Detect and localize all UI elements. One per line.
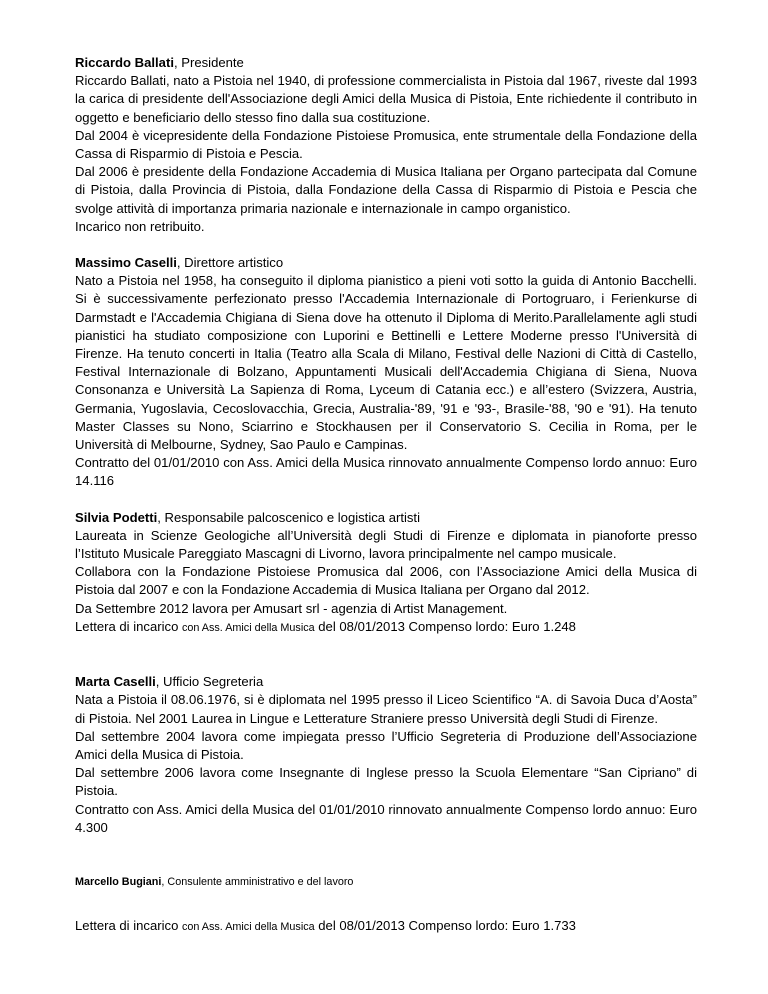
entry-heading <box>75 254 697 272</box>
bio-paragraph: Nato a Pistoia nel 1958, ha conseguito il diploma pianistico a pieni voti sotto la guida di Antonio Bacchelli. Si è successivamente perfezionato presso l'Accademia Internazionale di Portogruaro, i Ferienkurse di Darmstadt e l'Accademia Chigiana di Siena dove ha ottenuto il Diploma di Merito.Parallelamente agli studi pianistici ha studiato composizione con Luporini e Bettinelli e Lettere Moderne presso l'Università di Firenze. Ha tenuto concerti in Italia (Teatro alla Scala di Milano, Festival delle Nazioni di Città di Castello, Festival Internazionale di Bolzano, Appuntamenti Musicali dell'Accademia Chigiana di Siena, Nuova Consonanza e Università La Sapienza di Roma, Lyceum di Catania ecc.) e all’estero (Svizzera, Austria, Germania, Yugoslavia, Cecoslovacchia, Grecia, Australia-'89, '91 e '93-, Brasile-'88, '90 e '91). Ha tenuto Master Classes su Nono, Sciarrino e Stockhausen per il Conservatorio S. Cecilia in Roma, per le Università di Melbourne, Sydney, Sao Paulo e Campinas. <box>75 273 697 453</box>
fee-line <box>75 917 697 936</box>
bio-paragraph: Contratto del 01/01/2010 con Ass. Amici della Musica rinnovato annualmente Compenso lordo annuo: Euro 14.116 <box>75 455 697 489</box>
fee-party: con Ass. Amici della Musica <box>182 921 315 934</box>
person-role: , Consulente amministrativo e del lavoro <box>161 875 354 888</box>
document-page <box>75 54 697 936</box>
bio-paragraph: Dal 2004 è vicepresidente della Fondazione Pistoiese Promusica, ente strumentale della Fondazione della Cassa di Risparmio di Pistoia e Pescia. <box>75 127 697 162</box>
fee-party: con Ass. Amici della Musica <box>182 621 315 634</box>
fee-amount: del 08/01/2013 Compenso lordo: Euro 1.248 <box>314 618 576 634</box>
bio-paragraph: Collabora con la Fondazione Pistoiese Promusica dal 2006, con l’Associazione Amici della Musica di Pistoia dal 2007 e con la Fondazione Accademia di Musica Italiana per Organo dal 2012. <box>75 564 697 598</box>
fee-prefix: Lettera di incarico <box>75 618 182 634</box>
bio-paragraph: Riccardo Ballati, nato a Pistoia nel 1940, di professione commercialista in Pistoia dal 1967, riveste dal 1993 la carica di presidente dell'Associazione degli Amici della Musica di Pistoia, Ente richiedente il contributo in oggetto e beneficiario dello stesso fino dalla sua costituzione. <box>75 73 697 125</box>
bio-paragraph: Dal settembre 2006 lavora come Insegnante di Inglese presso la Scuola Elementare “San Cipriano” di Pistoia. <box>75 765 697 799</box>
person-role: , Responsabile palcoscenico e logistica artisti <box>157 509 420 525</box>
bio-paragraph: Contratto con Ass. Amici della Musica del 01/01/2010 rinnovato annualmente Compenso lordo annuo: Euro 4.300 <box>75 801 697 835</box>
person-role: , Presidente <box>173 55 244 70</box>
bio-entry-bugiani <box>75 873 697 936</box>
bio-entry-ballati <box>75 54 697 236</box>
bio-paragraph: Dal 2006 è presidente della Fondazione Accademia di Musica Italiana per Organo partecipata dal Comune di Pistoia, dalla Provincia di Pistoia, dalla Fondazione della Cassa di Risparmio di Pistoia e Pescia che svolge attività di importanza primaria nazionale e internazionale in campo organistico. <box>75 164 697 216</box>
bio-entry-podetti <box>75 509 697 637</box>
bio-paragraph: Da Settembre 2012 lavora per Amusart srl - agenzia di Artist Management. <box>75 600 508 616</box>
entry-heading <box>75 873 697 891</box>
bio-entry-massimo-caselli <box>75 254 697 491</box>
person-name: Silvia Podetti <box>75 509 158 525</box>
bio-paragraph: Nata a Pistoia il 08.06.1976, si è diplomata nel 1995 presso il Liceo Scientifico “A. di Savoia Duca d’Aosta” di Pistoia. Nel 2001 Laurea in Lingue e Letterature Straniere presso Università degli Studi di Firenze. <box>75 692 697 726</box>
person-name: Riccardo Ballati <box>75 55 174 70</box>
fee-line <box>75 618 697 637</box>
bio-entry-marta-caselli <box>75 673 697 837</box>
fee-amount: del 08/01/2013 Compenso lordo: Euro 1.733 <box>314 918 576 934</box>
person-name: Marcello Bugiani <box>75 875 162 888</box>
person-name: Marta Caselli <box>75 674 156 690</box>
bio-paragraph: Dal settembre 2004 lavora come impiegata presso l’Ufficio Segreteria di Produzione dell’Associazione Amici della Musica di Pistoia. <box>75 728 697 762</box>
entry-heading <box>75 509 697 527</box>
fee-prefix: Lettera di incarico <box>75 918 182 934</box>
bio-paragraph: Laureata in Scienze Geologiche all’Università degli Studi di Firenze e diplomata in pianoforte presso l’Istituto Musicale Pareggiato Mascagni di Livorno, lavora principalmente nel campo musicale. <box>75 527 697 562</box>
entry-heading <box>75 54 697 72</box>
entry-heading <box>75 673 697 691</box>
person-name: Massimo Caselli <box>75 255 177 271</box>
bio-paragraph: Incarico non retribuito. <box>75 218 205 234</box>
person-role: , Ufficio Segreteria <box>155 674 264 690</box>
person-role: , Direttore artistico <box>176 255 284 271</box>
